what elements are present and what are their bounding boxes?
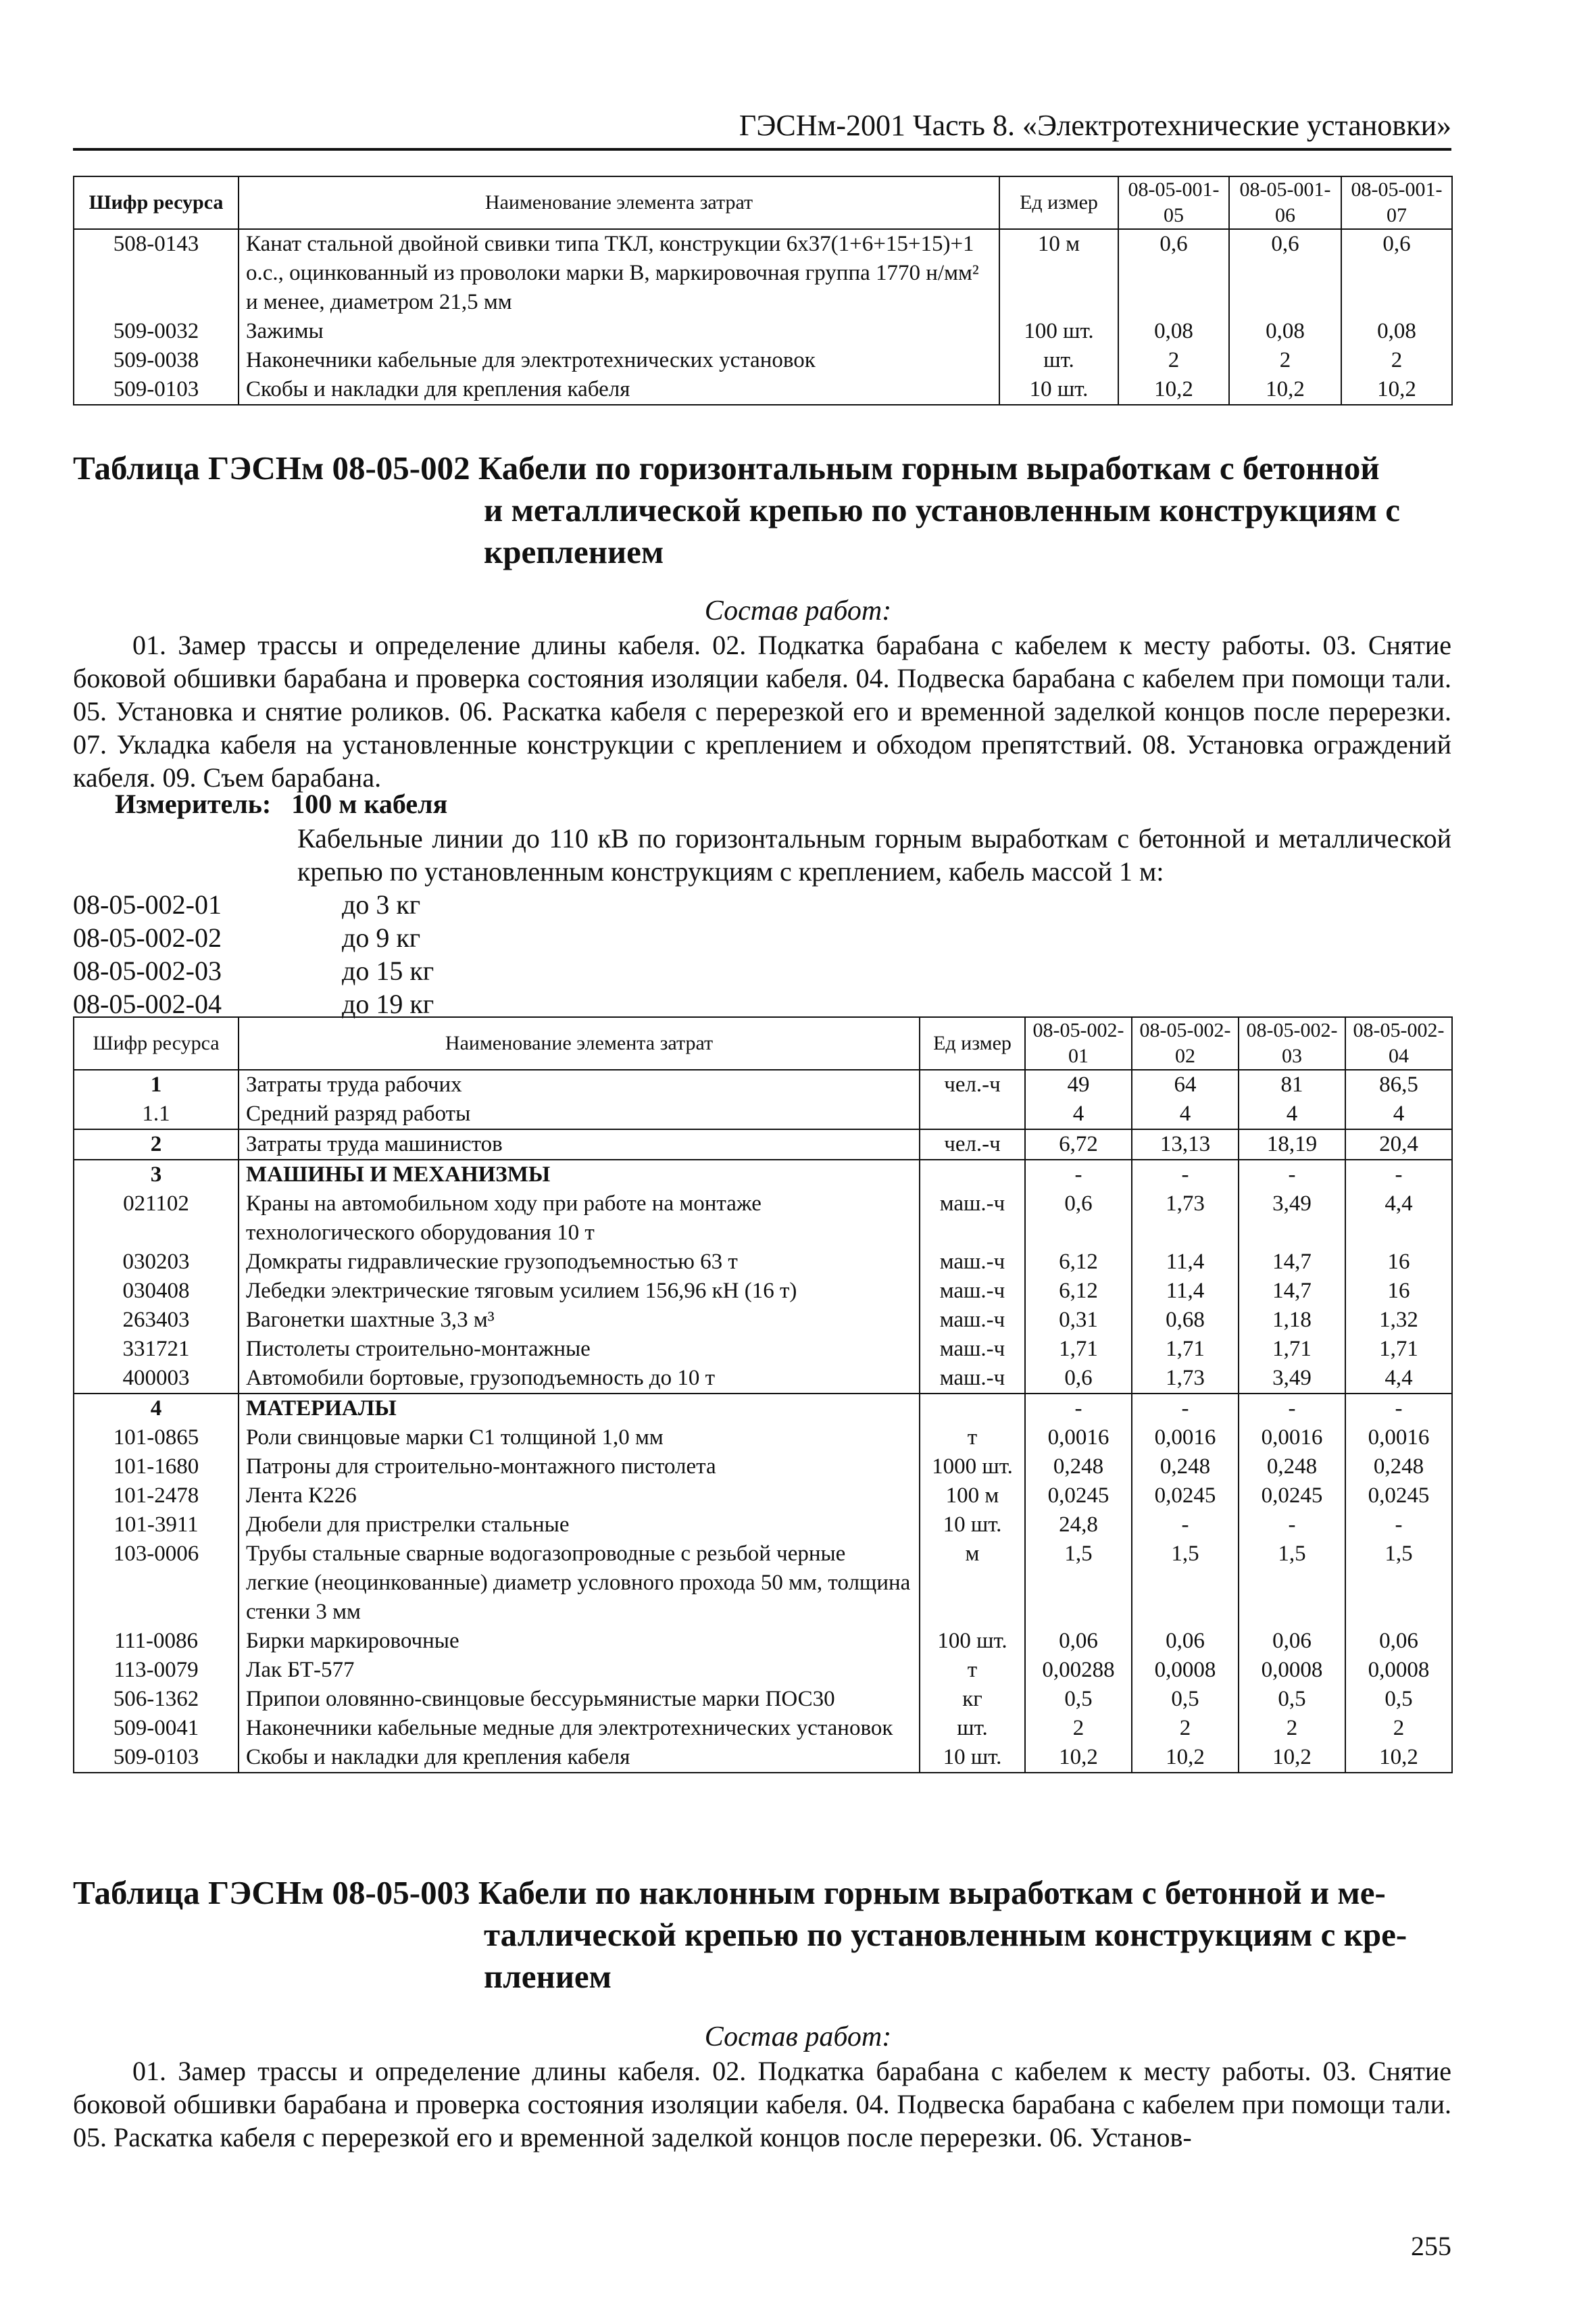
value-cell: 1,73 bbox=[1132, 1364, 1239, 1394]
unit-cell: маш.-ч bbox=[920, 1364, 1025, 1394]
resource-code: 101-0865 bbox=[74, 1423, 239, 1452]
value-cell: 0,06 bbox=[1132, 1627, 1239, 1656]
resource-name: Припои оловянно-свинцовые бессурьмянистые марки ПОС30 bbox=[239, 1685, 920, 1714]
value-cell: 0,0245 bbox=[1132, 1481, 1239, 1510]
resource-name: Затраты труда машинистов bbox=[239, 1129, 920, 1160]
variant-label: до 19 кг bbox=[342, 989, 434, 1019]
works-label: Состав работ: bbox=[704, 2021, 892, 2052]
unit-cell: кг bbox=[920, 1685, 1025, 1714]
value-cell: 4 bbox=[1132, 1100, 1239, 1129]
resource-code: 030203 bbox=[74, 1248, 239, 1277]
value-cell: 16 bbox=[1345, 1277, 1452, 1306]
unit-cell: шт. bbox=[999, 346, 1118, 375]
works-text: 01. Замер трассы и определение длины кабеля. 02. Подкатка барабана с кабелем к месту работы. 03. Снятие боковой обшивки барабана и проверка состояния изоляции кабеля. 04. Подвеска барабана с кабелем при помощи тали. 05. Установка и снятие роликов. 06. Раскатка кабеля с перерезкой его и временной заделкой концов после перерезки. 07. Укладка кабеля на установленные конструкции с креплением и обходом препятствий. 08. Установка ограждений кабеля. 09. Съем барабана. bbox=[73, 630, 1451, 793]
unit-cell: 10 шт. bbox=[920, 1743, 1025, 1773]
value-cell: 0,08 bbox=[1118, 317, 1229, 346]
table-row bbox=[74, 1100, 1452, 1129]
value-cell: 0,248 bbox=[1132, 1452, 1239, 1481]
resource-name: Вагонетки шахтные 3,3 м³ bbox=[239, 1306, 920, 1335]
variant-row bbox=[73, 888, 614, 921]
variant-label: до 15 кг bbox=[342, 956, 434, 986]
resource-name: Скобы и накладки для крепления кабеля bbox=[239, 375, 999, 405]
works-label: Состав работ: bbox=[704, 595, 892, 626]
resource-code: 1.1 bbox=[74, 1100, 239, 1129]
resource-name: Канат стальной двойной свивки типа ТКЛ, конструкции 6х37(1+6+15+15)+1 о.с., оцинкованный из проволоки марки В, маркировочная группа 1770 н/мм² и менее, диаметром 21,5 мм bbox=[239, 229, 999, 317]
value-cell: 0,0016 bbox=[1345, 1423, 1452, 1452]
variant-code: 08-05-002-03 bbox=[73, 956, 222, 986]
value-cell: 2 bbox=[1118, 346, 1229, 375]
resource-name: Пистолеты строительно-монтажные bbox=[239, 1335, 920, 1364]
unit-cell: м bbox=[920, 1540, 1025, 1627]
variant-code: 08-05-002-02 bbox=[73, 922, 222, 953]
variant-row bbox=[73, 987, 614, 1020]
value-cell: 0,0008 bbox=[1239, 1656, 1345, 1685]
unit-cell: чел.-ч bbox=[920, 1129, 1025, 1160]
value-cell: - bbox=[1239, 1394, 1345, 1423]
unit-cell: 10 шт. bbox=[999, 375, 1118, 405]
resource-name: Роли свинцовые марки С1 толщиной 1,0 мм bbox=[239, 1423, 920, 1452]
value-cell: 1,32 bbox=[1345, 1306, 1452, 1335]
resource-code: 509-0041 bbox=[74, 1714, 239, 1743]
value-cell: 1,18 bbox=[1239, 1306, 1345, 1335]
unit-cell: маш.-ч bbox=[920, 1277, 1025, 1306]
value-cell: 6,12 bbox=[1025, 1277, 1132, 1306]
resource-name: Зажимы bbox=[239, 317, 999, 346]
resource-code: 506-1362 bbox=[74, 1685, 239, 1714]
table-row bbox=[74, 1627, 1452, 1656]
header-name: Наименование элемента затрат bbox=[239, 1017, 920, 1070]
value-cell: 0,31 bbox=[1025, 1306, 1132, 1335]
table-description: Кабельные линии до 110 кВ по горизонтальным горным выработкам с бетонной и металлической крепью по установленным конструкциям с креплением, кабель массой 1 м: bbox=[297, 823, 1451, 887]
value-cell: 49 bbox=[1025, 1070, 1132, 1100]
resource-name: Патроны для строительно-монтажного пистолета bbox=[239, 1452, 920, 1481]
resource-code: 101-3911 bbox=[74, 1510, 239, 1540]
value-cell: 6,72 bbox=[1025, 1129, 1132, 1160]
resource-name: Наконечники кабельные медные для электротехнических установок bbox=[239, 1714, 920, 1743]
table-row bbox=[74, 1685, 1452, 1714]
value-cell: 0,08 bbox=[1229, 317, 1341, 346]
resource-code: 509-0103 bbox=[74, 375, 239, 405]
resource-code: 509-0032 bbox=[74, 317, 239, 346]
value-cell: 11,4 bbox=[1132, 1277, 1239, 1306]
resource-table-002 bbox=[73, 1016, 1453, 1773]
resource-name: Лак БТ-577 bbox=[239, 1656, 920, 1685]
value-cell: 0,0016 bbox=[1025, 1423, 1132, 1452]
table-row bbox=[74, 1510, 1452, 1540]
table-row bbox=[74, 1540, 1452, 1627]
value-cell: 4 bbox=[1239, 1100, 1345, 1129]
value-cell: 0,6 bbox=[1229, 229, 1341, 317]
value-cell: 0,248 bbox=[1345, 1452, 1452, 1481]
unit-cell: т bbox=[920, 1423, 1025, 1452]
variant-label: до 9 кг bbox=[342, 922, 421, 953]
resource-code: 2 bbox=[74, 1129, 239, 1160]
title-line: и металлической крепью по установленным конструкциям с bbox=[484, 491, 1401, 528]
value-cell: 6,12 bbox=[1025, 1248, 1132, 1277]
value-cell: 18,19 bbox=[1239, 1129, 1345, 1160]
value-cell: 0,5 bbox=[1345, 1685, 1452, 1714]
header-variant: 08-05-001-06 bbox=[1229, 176, 1341, 229]
section-title-003 bbox=[73, 1872, 1478, 1998]
resource-code: 103-0006 bbox=[74, 1540, 239, 1627]
value-cell: 0,0016 bbox=[1132, 1423, 1239, 1452]
measure-unit: Измеритель: 100 м кабеля bbox=[115, 789, 448, 819]
title-line: креплением bbox=[484, 533, 664, 570]
value-cell: 1,5 bbox=[1025, 1540, 1132, 1627]
value-cell: 10,2 bbox=[1341, 375, 1452, 405]
value-cell: 11,4 bbox=[1132, 1248, 1239, 1277]
table-header-row bbox=[74, 176, 1452, 229]
unit-cell: 100 м bbox=[920, 1481, 1025, 1510]
value-cell: 0,6 bbox=[1025, 1364, 1132, 1394]
resource-name: Трубы стальные сварные водогазопроводные с резьбой черные легкие (неоцинкованные) диаметр условного прохода 50 мм, толщина стенки 3 мм bbox=[239, 1540, 920, 1627]
value-cell: - bbox=[1239, 1160, 1345, 1189]
title-line: Таблица ГЭСНм 08-05-003 Кабели по наклонным горным выработкам с бетонной и ме- bbox=[73, 1874, 1386, 1911]
value-cell: - bbox=[1345, 1160, 1452, 1189]
value-cell: 1,71 bbox=[1132, 1335, 1239, 1364]
unit-cell: маш.-ч bbox=[920, 1335, 1025, 1364]
header-name: Наименование элемента затрат bbox=[239, 176, 999, 229]
table-row bbox=[74, 1656, 1452, 1685]
header-unit: Ед измер bbox=[920, 1017, 1025, 1070]
value-cell: 0,6 bbox=[1341, 229, 1452, 317]
table-row bbox=[74, 1481, 1452, 1510]
variant-code: 08-05-002-01 bbox=[73, 889, 222, 920]
resource-code: 508-0143 bbox=[74, 229, 239, 317]
unit-cell: 100 шт. bbox=[999, 317, 1118, 346]
value-cell: 2 bbox=[1132, 1714, 1239, 1743]
unit-cell: т bbox=[920, 1656, 1025, 1685]
value-cell: 1,73 bbox=[1132, 1189, 1239, 1248]
resource-code: 101-1680 bbox=[74, 1452, 239, 1481]
resource-code: 101-2478 bbox=[74, 1481, 239, 1510]
table-header-row bbox=[74, 1017, 1452, 1070]
value-cell: - bbox=[1239, 1510, 1345, 1540]
table-row bbox=[74, 1423, 1452, 1452]
value-cell: 4,4 bbox=[1345, 1364, 1452, 1394]
value-cell: 0,68 bbox=[1132, 1306, 1239, 1335]
resource-name: Краны на автомобильном ходу при работе на монтаже технологического оборудования 10 т bbox=[239, 1189, 920, 1248]
value-cell: 13,13 bbox=[1132, 1129, 1239, 1160]
resource-name: Затраты труда рабочих bbox=[239, 1070, 920, 1100]
resource-code: 3 bbox=[74, 1160, 239, 1189]
value-cell: 20,4 bbox=[1345, 1129, 1452, 1160]
resource-name: МАТЕРИАЛЫ bbox=[239, 1394, 920, 1423]
table-row bbox=[74, 229, 1452, 317]
unit-cell: 10 м bbox=[999, 229, 1118, 317]
value-cell: 0,6 bbox=[1118, 229, 1229, 317]
value-cell: 24,8 bbox=[1025, 1510, 1132, 1540]
value-cell: 2 bbox=[1025, 1714, 1132, 1743]
resource-table-001 bbox=[73, 176, 1453, 405]
resource-name: Автомобили бортовые, грузоподъемность до 10 т bbox=[239, 1364, 920, 1394]
table-row bbox=[74, 1364, 1452, 1394]
table-row bbox=[74, 1277, 1452, 1306]
resource-name: Средний разряд работы bbox=[239, 1100, 920, 1129]
value-cell: - bbox=[1345, 1394, 1452, 1423]
value-cell: 2 bbox=[1341, 346, 1452, 375]
variant-label: до 3 кг bbox=[342, 889, 421, 920]
table-row bbox=[74, 1743, 1452, 1773]
resource-code: 331721 bbox=[74, 1335, 239, 1364]
value-cell: 0,0008 bbox=[1132, 1656, 1239, 1685]
value-cell: 10,2 bbox=[1118, 375, 1229, 405]
variant-list bbox=[73, 888, 614, 1020]
value-cell: 0,0245 bbox=[1025, 1481, 1132, 1510]
unit-cell bbox=[920, 1100, 1025, 1129]
value-cell: - bbox=[1345, 1510, 1452, 1540]
value-cell: 1,5 bbox=[1132, 1540, 1239, 1627]
value-cell: 3,49 bbox=[1239, 1189, 1345, 1248]
unit-cell: 1000 шт. bbox=[920, 1452, 1025, 1481]
value-cell: 2 bbox=[1345, 1714, 1452, 1743]
value-cell: 81 bbox=[1239, 1070, 1345, 1100]
table-row bbox=[74, 1452, 1452, 1481]
value-cell: 14,7 bbox=[1239, 1277, 1345, 1306]
resource-name: Дюбели для пристрелки стальные bbox=[239, 1510, 920, 1540]
value-cell: 0,08 bbox=[1341, 317, 1452, 346]
value-cell: 2 bbox=[1229, 346, 1341, 375]
resource-code: 030408 bbox=[74, 1277, 239, 1306]
resource-name: Наконечники кабельные для электротехнических установок bbox=[239, 346, 999, 375]
value-cell: 10,2 bbox=[1229, 375, 1341, 405]
value-cell: 0,6 bbox=[1025, 1189, 1132, 1248]
section-title-002 bbox=[73, 447, 1478, 573]
value-cell: - bbox=[1025, 1394, 1132, 1423]
resource-name: Лебедки электрические тяговым усилием 156,96 кН (16 т) bbox=[239, 1277, 920, 1306]
header-variant: 08-05-001-07 bbox=[1341, 176, 1452, 229]
value-cell: 1,71 bbox=[1239, 1335, 1345, 1364]
unit-cell: чел.-ч bbox=[920, 1070, 1025, 1100]
value-cell: 10,2 bbox=[1345, 1743, 1452, 1773]
value-cell: 86,5 bbox=[1345, 1070, 1452, 1100]
value-cell: - bbox=[1132, 1160, 1239, 1189]
resource-code: 4 bbox=[74, 1394, 239, 1423]
title-line: плением bbox=[484, 1958, 612, 1995]
header-variant: 08-05-002-03 bbox=[1239, 1017, 1345, 1070]
header-variant: 08-05-002-02 bbox=[1132, 1017, 1239, 1070]
value-cell: 1,71 bbox=[1025, 1335, 1132, 1364]
running-header: ГЭСНм-2001 Часть 8. «Электротехнические установки» bbox=[73, 108, 1451, 151]
table-row bbox=[74, 1248, 1452, 1277]
table-row bbox=[74, 317, 1452, 346]
unit-cell: маш.-ч bbox=[920, 1189, 1025, 1248]
value-cell: 0,06 bbox=[1239, 1627, 1345, 1656]
table-row bbox=[74, 1189, 1452, 1248]
unit-cell bbox=[920, 1394, 1025, 1423]
table-row bbox=[74, 1394, 1452, 1423]
value-cell: 14,7 bbox=[1239, 1248, 1345, 1277]
resource-code: 1 bbox=[74, 1070, 239, 1100]
header-variant: 08-05-001-05 bbox=[1118, 176, 1229, 229]
value-cell: 3,49 bbox=[1239, 1364, 1345, 1394]
value-cell: - bbox=[1025, 1160, 1132, 1189]
resource-name: Скобы и накладки для крепления кабеля bbox=[239, 1743, 920, 1773]
resource-code: 509-0038 bbox=[74, 346, 239, 375]
resource-code: 111-0086 bbox=[74, 1627, 239, 1656]
variant-code: 08-05-002-04 bbox=[73, 989, 222, 1019]
value-cell: 0,0016 bbox=[1239, 1423, 1345, 1452]
value-cell: 0,5 bbox=[1025, 1685, 1132, 1714]
unit-cell: 100 шт. bbox=[920, 1627, 1025, 1656]
resource-code: 263403 bbox=[74, 1306, 239, 1335]
works-text: 01. Замер трассы и определение длины кабеля. 02. Подкатка барабана с кабелем к месту работы. 03. Снятие боковой обшивки барабана и проверка состояния изоляции кабеля. 04. Подвеска барабана с кабелем при помощи тали. 05. Раскатка кабеля с перерезкой его и временной заделкой концов после перерезки. 06. Установ- bbox=[73, 2056, 1451, 2152]
value-cell: 1,71 bbox=[1345, 1335, 1452, 1364]
value-cell: 0,06 bbox=[1025, 1627, 1132, 1656]
table-row bbox=[74, 375, 1452, 405]
value-cell: 1,5 bbox=[1239, 1540, 1345, 1627]
unit-cell: 10 шт. bbox=[920, 1510, 1025, 1540]
unit-cell bbox=[920, 1160, 1025, 1189]
header-variant: 08-05-002-04 bbox=[1345, 1017, 1452, 1070]
variant-row bbox=[73, 954, 614, 987]
value-cell: 0,06 bbox=[1345, 1627, 1452, 1656]
header-code: Шифр ресурса bbox=[74, 1017, 239, 1070]
value-cell: 0,00288 bbox=[1025, 1656, 1132, 1685]
resource-code: 509-0103 bbox=[74, 1743, 239, 1773]
value-cell: - bbox=[1132, 1394, 1239, 1423]
table-row bbox=[74, 1306, 1452, 1335]
value-cell: 0,0245 bbox=[1239, 1481, 1345, 1510]
value-cell: 1,5 bbox=[1345, 1540, 1452, 1627]
variant-row bbox=[73, 921, 614, 954]
table-row bbox=[74, 1335, 1452, 1364]
value-cell: 4 bbox=[1025, 1100, 1132, 1129]
value-cell: 16 bbox=[1345, 1248, 1452, 1277]
value-cell: 0,0008 bbox=[1345, 1656, 1452, 1685]
value-cell: 0,248 bbox=[1239, 1452, 1345, 1481]
unit-cell: маш.-ч bbox=[920, 1248, 1025, 1277]
value-cell: 64 bbox=[1132, 1070, 1239, 1100]
resource-name: Бирки маркировочные bbox=[239, 1627, 920, 1656]
table-row bbox=[74, 1714, 1452, 1743]
resource-name: Лента К226 bbox=[239, 1481, 920, 1510]
header-unit: Ед измер bbox=[999, 176, 1118, 229]
value-cell: 10,2 bbox=[1239, 1743, 1345, 1773]
table-row bbox=[74, 1070, 1452, 1100]
unit-cell: маш.-ч bbox=[920, 1306, 1025, 1335]
page-number: 255 bbox=[1411, 2231, 1451, 2261]
table-row bbox=[74, 346, 1452, 375]
value-cell: 4 bbox=[1345, 1100, 1452, 1129]
unit-cell: шт. bbox=[920, 1714, 1025, 1743]
title-line: таллической крепью по установленным конструкциям с кре- bbox=[484, 1916, 1407, 1953]
value-cell: 2 bbox=[1239, 1714, 1345, 1743]
value-cell: 0,5 bbox=[1132, 1685, 1239, 1714]
value-cell: 10,2 bbox=[1132, 1743, 1239, 1773]
value-cell: 0,5 bbox=[1239, 1685, 1345, 1714]
value-cell: - bbox=[1132, 1510, 1239, 1540]
header-variant: 08-05-002-01 bbox=[1025, 1017, 1132, 1070]
value-cell: 0,0245 bbox=[1345, 1481, 1452, 1510]
resource-code: 113-0079 bbox=[74, 1656, 239, 1685]
header-code: Шифр ресурса bbox=[74, 176, 239, 229]
value-cell: 10,2 bbox=[1025, 1743, 1132, 1773]
resource-code: 400003 bbox=[74, 1364, 239, 1394]
resource-name: Домкраты гидравлические грузоподъемностью 63 т bbox=[239, 1248, 920, 1277]
resource-code: 021102 bbox=[74, 1189, 239, 1248]
resource-name: МАШИНЫ И МЕХАНИЗМЫ bbox=[239, 1160, 920, 1189]
value-cell: 0,248 bbox=[1025, 1452, 1132, 1481]
table-row bbox=[74, 1129, 1452, 1160]
title-line: Таблица ГЭСНм 08-05-002 Кабели по горизонтальным горным выработкам с бетонной bbox=[73, 449, 1380, 487]
table-row bbox=[74, 1160, 1452, 1189]
value-cell: 4,4 bbox=[1345, 1189, 1452, 1248]
